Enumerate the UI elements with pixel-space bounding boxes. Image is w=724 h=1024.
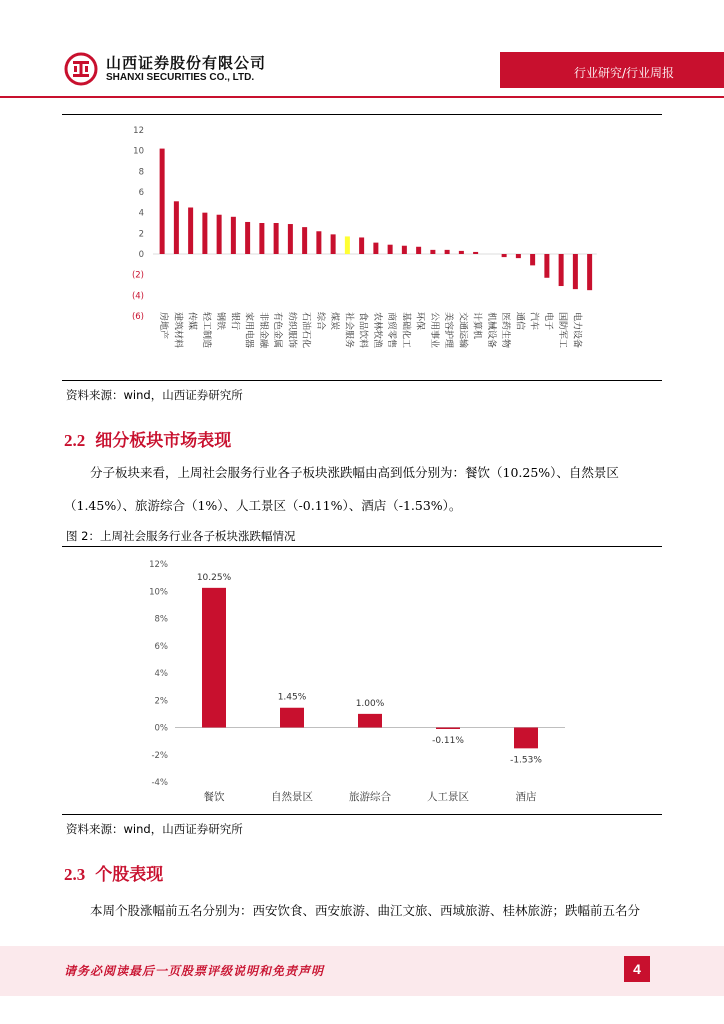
chart1-bar <box>359 237 364 254</box>
page-footer <box>0 946 724 996</box>
chart1-bar <box>587 254 592 290</box>
chart2-data-label: 1.00% <box>355 698 385 709</box>
chart2-category-label: 人工景区 <box>427 791 469 803</box>
chart1-bar <box>530 254 535 265</box>
figure2-top-rule <box>62 546 662 547</box>
chart1-bar <box>516 254 521 258</box>
chart1-bar <box>559 254 564 286</box>
chart1-category-label: 基础化工 <box>400 312 411 349</box>
chart1-category-label: 家用电器 <box>243 312 254 349</box>
chart2-y-tick-label: 4% <box>154 669 168 679</box>
chart2-category-label: 旅游综合 <box>349 791 391 803</box>
chart1-category-label: 机械设备 <box>485 312 496 349</box>
chart2-data-label: -1.53% <box>510 755 542 766</box>
chart1-bar <box>245 222 250 254</box>
chart2-y-tick-label: 10% <box>149 587 168 598</box>
chart1-category-label: 商贸零售 <box>386 312 397 349</box>
figure2-bottom-rule <box>62 814 662 815</box>
chart1-bar <box>160 149 165 254</box>
chart1-category-label: 环保 <box>414 312 425 331</box>
chart1-bar <box>345 236 350 254</box>
chart1-category-label: 社会服务 <box>343 312 354 349</box>
chart2-y-tick-label: 12% <box>149 560 168 570</box>
figure1-bottom-rule <box>62 380 662 381</box>
chart1-category-label: 国防军工 <box>557 312 568 349</box>
chart2-bar <box>202 588 226 728</box>
report-type-tag: 行业研究/行业周报 <box>573 66 674 80</box>
section-2-2-title: 细分板块市场表现 <box>95 431 232 451</box>
chart2-data-label: -0.11% <box>432 735 464 746</box>
page-header <box>0 0 724 110</box>
footer-disclaimer: 请务必阅读最后一页股票评级说明和免责声明 <box>64 964 325 978</box>
chart2-category-label: 酒店 <box>515 791 537 803</box>
chart1-bar <box>544 254 549 278</box>
chart2-data-label: 10.25% <box>196 572 232 583</box>
subsector-change-chart <box>62 550 662 812</box>
chart1-bar <box>302 227 307 254</box>
chart1-category-label: 传媒 <box>186 312 197 331</box>
chart2-y-tick-label: 2% <box>154 696 168 707</box>
chart1-bar <box>259 223 264 254</box>
chart1-bar <box>459 251 464 254</box>
chart1-category-label: 医药生物 <box>500 312 511 349</box>
chart1-y-tick-label: 2 <box>138 229 144 240</box>
chart1-y-tick-label: 10 <box>133 146 144 157</box>
chart1-y-tick-label: 0 <box>138 250 144 260</box>
chart1-bar <box>217 215 222 254</box>
chart1-bar <box>445 250 450 254</box>
chart2-bar <box>358 714 382 728</box>
chart2-y-tick-label: -4% <box>151 778 168 788</box>
chart1-category-label: 煤炭 <box>329 312 340 331</box>
chart1-bar <box>274 223 279 254</box>
chart1-category-label: 计算机 <box>471 312 482 340</box>
chart1-bar <box>231 217 236 254</box>
chart1-category-label: 综合 <box>314 312 325 331</box>
chart1-bar <box>188 208 193 255</box>
chart1-bar <box>174 201 179 254</box>
company-logo-icon <box>64 52 98 86</box>
chart1-bar <box>473 252 478 254</box>
chart1-category-label: 交通运输 <box>457 312 468 349</box>
chart1-category-label: 银行 <box>229 312 240 331</box>
chart1-category-label: 食品饮料 <box>357 312 368 349</box>
chart1-y-tick-label: (6) <box>131 312 144 322</box>
chart2-bar <box>280 708 304 728</box>
chart1-bar <box>373 243 378 254</box>
section-2-3-heading <box>64 860 163 885</box>
chart2-y-tick-label: 0% <box>154 723 168 734</box>
chart1-bar <box>331 234 336 254</box>
chart1-category-label: 有色金属 <box>272 312 283 349</box>
chart2-y-tick-label: 6% <box>154 641 168 652</box>
chart2-category-label: 餐饮 <box>203 791 225 803</box>
section-2-3-number: 2.3 <box>64 865 86 884</box>
chart1-bar <box>573 254 578 289</box>
industry-change-chart <box>62 116 662 380</box>
chart1-y-tick-label: 4 <box>138 208 144 219</box>
chart1-y-tick-label: 12 <box>133 126 144 136</box>
section-2-3-paragraph: 本周个股涨幅前五名分别为：西安饮食、西安旅游、曲江文旅、西域旅游、桂林旅游；跌幅前五名分 <box>90 903 641 918</box>
chart2-y-tick-label: 8% <box>154 614 168 625</box>
company-name-en: SHANXI SECURITIES CO., LTD. <box>106 72 255 83</box>
chart1-category-label: 房地产 <box>158 312 169 340</box>
section-2-2-number: 2.2 <box>64 431 86 450</box>
chart1-category-label: 轻工制造 <box>200 312 211 349</box>
chart2-y-tick-label: -2% <box>151 750 168 761</box>
section-2-3-title: 个股表现 <box>95 865 164 885</box>
chart1-category-label: 钢铁 <box>215 312 226 331</box>
chart2-category-label: 自然景区 <box>271 791 313 803</box>
chart2-bar <box>514 728 538 749</box>
chart1-bar <box>430 250 435 254</box>
chart1-y-tick-label: 6 <box>138 188 144 198</box>
section-2-2-paragraph: 分子板块来看，上周社会服务行业各子板块涨跌幅由高到低分别为：餐饮（10.25%）、自然景区（1.45%）、旅游综合（1%）、人工景区（-0.11%）、酒店（-1.53%）。 <box>64 465 619 513</box>
chart1-category-label: 建筑材料 <box>172 312 183 349</box>
figure1-source: 资料来源：wind，山西证券研究所 <box>66 388 243 402</box>
chart1-bar <box>502 254 507 257</box>
figure2-source: 资料来源：wind，山西证券研究所 <box>66 822 243 836</box>
chart1-bar <box>288 224 293 254</box>
chart1-bar <box>416 247 421 254</box>
chart1-bar <box>202 213 207 254</box>
chart1-y-tick-label: (4) <box>131 291 144 302</box>
page-number: 4 <box>624 956 650 982</box>
chart1-bar <box>388 245 393 254</box>
chart1-category-label: 电力设备 <box>571 312 582 349</box>
chart1-category-label: 汽车 <box>528 312 539 331</box>
chart1-category-label: 美容护理 <box>443 312 454 349</box>
figure1-top-rule <box>62 114 662 115</box>
chart2-data-label: 1.45% <box>277 692 307 703</box>
chart1-category-label: 农林牧渔 <box>371 312 382 349</box>
chart1-category-label: 公用事业 <box>428 312 439 349</box>
header-divider <box>0 96 724 98</box>
chart1-category-label: 纺织服饰 <box>286 312 297 349</box>
chart1-category-label: 通信 <box>514 312 525 331</box>
company-name-cn: 山西证券股份有限公司 <box>106 54 267 72</box>
section-2-2-heading <box>64 426 231 451</box>
chart1-category-label: 非银金融 <box>257 312 268 349</box>
chart1-y-tick-label: 8 <box>138 167 144 178</box>
chart1-category-label: 电子 <box>542 312 553 331</box>
chart1-bar <box>316 231 321 254</box>
chart2-bar <box>436 728 460 729</box>
chart1-y-tick-label: (2) <box>131 270 144 281</box>
chart1-bar <box>402 246 407 254</box>
chart1-category-label: 石油石化 <box>300 312 311 349</box>
figure2-caption: 图 2：上周社会服务行业各子板块涨跌幅情况 <box>66 529 296 543</box>
